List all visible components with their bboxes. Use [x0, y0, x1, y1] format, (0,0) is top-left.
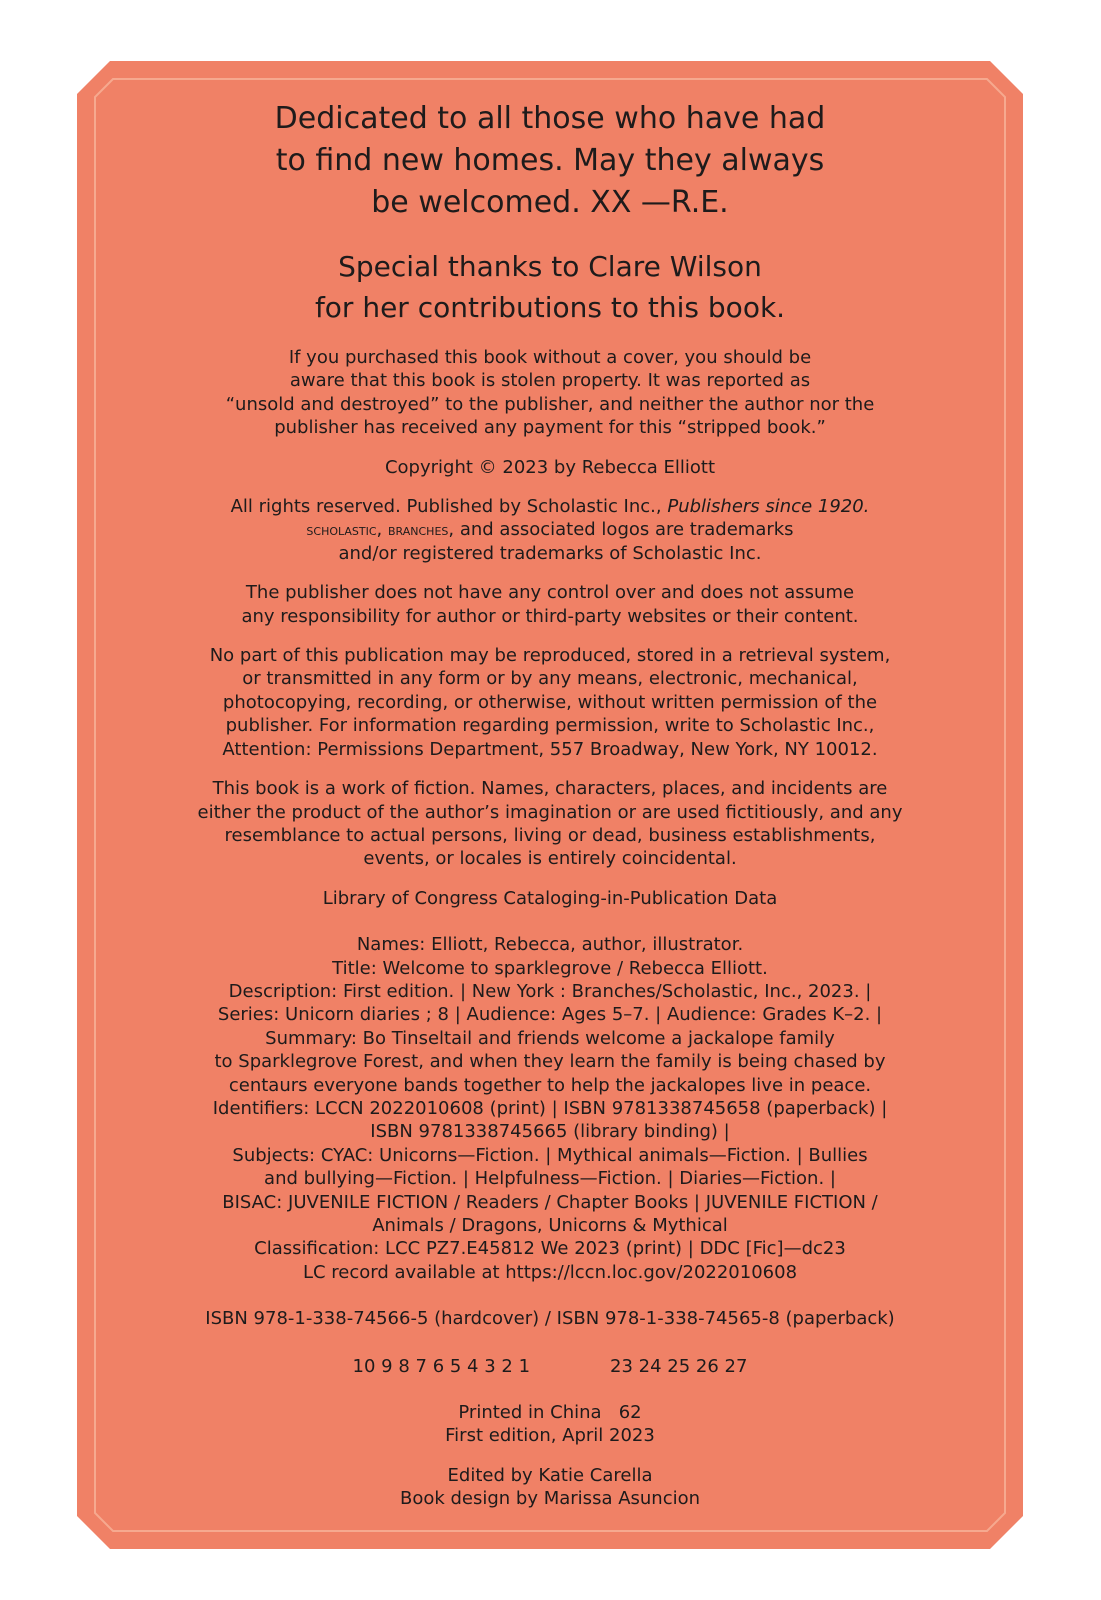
cip-line: Series: Unicorn diaries ; 8 | Audience: Ages 5–7. | Audience: Grades K–2. | [217, 1004, 883, 1026]
responsibility-notice [110, 581, 990, 628]
copyright-line [110, 456, 990, 479]
cip-line: Description: First edition. | New York : Branches/Scholastic, Inc., 2023. | [228, 980, 872, 1002]
fiction-line: resemblance to actual persons, living or dead, business establishments, [224, 824, 876, 846]
reproduction-line: or transmitted in any form or by any means, electronic, mechanical, [242, 668, 858, 690]
cip-line: Classification: LCC PZ7.E45812 We 2023 (print) | DDC [Fic]—dc23 [254, 1238, 846, 1260]
reproduction-line: No part of this publication may be reproduced, stored in a retrieval system, [209, 645, 891, 667]
printing-numbers: 10 9 8 7 6 5 4 3 2 1 [352, 1355, 531, 1377]
cip-line: centaurs everyone bands together to help the jackalopes live in peace. [228, 1074, 872, 1096]
printed-info [110, 1401, 990, 1448]
rights-line [110, 495, 990, 518]
cip-heading-text: Library of Congress Cataloging-in-Publication Data [322, 887, 778, 909]
notice-line: aware that this book is stolen property. It was reported as [289, 370, 811, 392]
responsibility-line: The publisher does not have any control over and does not assume [245, 582, 855, 604]
edition-line: First edition, April 2023 [445, 1425, 655, 1447]
trademark-line [110, 518, 990, 541]
cip-line: Identifiers: LCCN 2022010608 (print) | ISBN 9781338745658 (paperback) | [212, 1097, 888, 1119]
trademark-line-2: and/or registered trademarks of Scholastic Inc. [338, 542, 762, 564]
cip-line: Title: Welcome to sparklegrove / Rebecca Elliott. [332, 957, 768, 979]
responsibility-line: any responsibility for author or third-party websites or their content. [241, 605, 859, 627]
cip-line: ISBN 9781338745665 (library binding) | [370, 1121, 730, 1143]
rights-italic: Publishers since 1920. [667, 496, 870, 518]
rights-reserved [110, 495, 990, 565]
thanks-line: for her contributions to this book. [314, 291, 786, 324]
designer-credit: Book design by Marissa Asuncion [399, 1488, 701, 1510]
notice-line: “unsold and destroyed” to the publisher, and neither the author nor the [225, 393, 875, 415]
dedication-line: to find new homes. May they always [275, 143, 825, 178]
reproduction-notice [110, 644, 990, 761]
cip-line: to Sparklegrove Forest, and when they learn the family is being chased by [214, 1051, 886, 1073]
branches-trademark: branches [388, 520, 449, 540]
fiction-line: This book is a work of fiction. Names, characters, places, and incidents are [212, 778, 888, 800]
copyright-page-content [110, 98, 990, 1511]
fiction-disclaimer [110, 777, 990, 871]
year-numbers: 23 24 25 26 27 [610, 1355, 748, 1377]
printed-in-line: Printed in China 62 [458, 1402, 642, 1424]
cip-line: Animals / Dragons, Unicorns & Mythical [372, 1215, 728, 1236]
scholastic-trademark: scholastic [306, 520, 377, 540]
dedication-line: be welcomed. XX —R.E. [371, 185, 729, 220]
reproduction-line: photocopying, recording, or otherwise, without written permission of the [222, 691, 878, 713]
fiction-line: events, or locales is entirely coincidental. [363, 848, 737, 870]
rights-prefix: All rights reserved. Published by Scholastic Inc., [230, 496, 668, 518]
copyright-text: Copyright © 2023 by Rebecca Elliott [384, 456, 716, 478]
separator: , [376, 519, 388, 541]
cip-line: Summary: Bo Tinseltail and friends welcome a jackalope family [265, 1027, 835, 1049]
thanks-line: Special thanks to Clare Wilson [338, 250, 762, 283]
special-thanks [110, 246, 990, 328]
reproduction-line: Attention: Permissions Department, 557 Broadway, New York, NY 10012. [222, 738, 878, 760]
credits [110, 1464, 990, 1511]
cip-line: Subjects: CYAC: Unicorns—Fiction. | Mythical animals—Fiction. | Bullies [232, 1144, 868, 1166]
isbn-line [110, 1307, 990, 1330]
isbn-text: ISBN 978-1-338-74566-5 (hardcover) / ISBN 978-1-338-74565-8 (paperback) [205, 1308, 895, 1330]
cip-line: and bullying—Fiction. | Helpfulness—Fiction. | Diaries—Fiction. | [264, 1168, 836, 1190]
editor-credit: Edited by Katie Carella [447, 1464, 653, 1486]
printing-line [110, 1355, 990, 1378]
cip-line: LC record available at https://lccn.loc.gov/2022010608 [302, 1261, 798, 1283]
notice-line: If you purchased this book without a cover, you should be [288, 347, 812, 368]
reproduction-line: publisher. For information regarding permission, write to Scholastic Inc., [225, 715, 875, 737]
dedication [110, 98, 990, 224]
cip-line: BISAC: JUVENILE FICTION / Readers / Chapter Books | JUVENILE FICTION / [222, 1191, 878, 1213]
trademark-suffix: , and associated logos are trademarks [448, 519, 794, 541]
dedication-line: Dedicated to all those who have had [274, 101, 826, 136]
cip-heading [110, 887, 990, 910]
cip-line: Names: Elliott, Rebecca, author, illustrator. [356, 934, 744, 956]
cip-data [110, 933, 990, 1284]
stripped-book-notice [110, 346, 990, 440]
fiction-line: either the product of the author’s imagination or are used fictitiously, and any [197, 801, 903, 823]
notice-line: publisher has received any payment for this “stripped book.” [274, 417, 826, 439]
